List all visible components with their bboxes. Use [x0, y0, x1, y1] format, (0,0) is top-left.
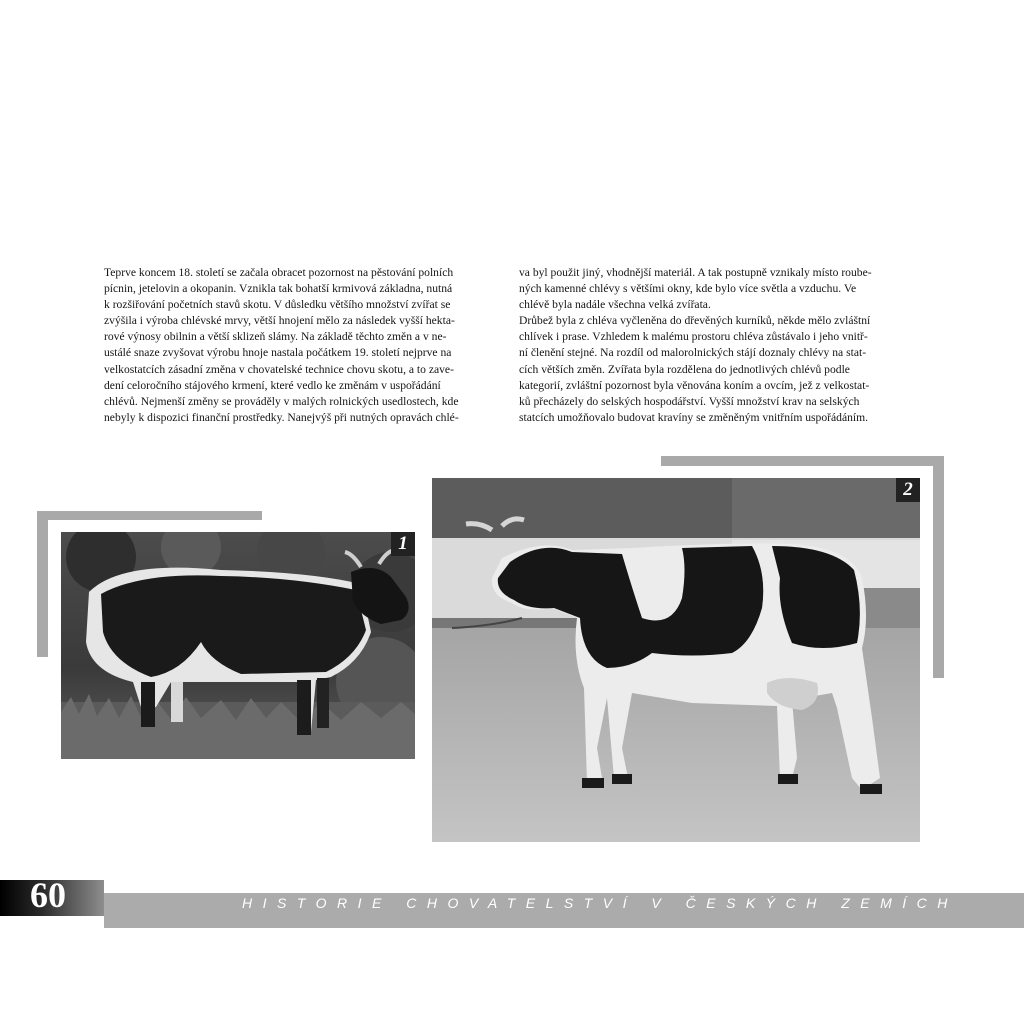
figure-1-photo: [61, 532, 415, 759]
text-line: cích větších změn. Zvířata byla rozdělena do jednotlivých chlévů podle: [519, 362, 850, 376]
cow-illustration-1: [61, 532, 415, 759]
text-line: nebyly k dispozici finanční prostředky. Nanejvýš při nutných opravách chlé-: [104, 410, 459, 424]
text-line: chlévě byla nadále všechna velká zvířata.: [519, 298, 711, 312]
text-line: pícnin, jetelovin a okopanin. Vznikla tak bohatší krmivová základna, nutná: [104, 282, 453, 296]
text-line: k rozšiřování početních stavů skotu. V důsledku většího množství zvířat se: [104, 298, 451, 312]
figure-number-badge: 1: [391, 532, 415, 556]
text-line: rové výnosy obilnin a větší sklizeň slámy. Na základě těchto změn a v ne-: [104, 330, 447, 344]
figure-2-photo: [432, 478, 920, 842]
text-line: va byl použit jiný, vhodnější materiál. A tak postupně vznikaly místo roube-: [519, 266, 872, 279]
figure-1-frame-top: [37, 511, 262, 520]
text-line: dení celoročního stájového krmení, které vedlo ke změnám v uspořádání: [104, 378, 441, 392]
text-line: Drůbež byla z chléva vyčleněna do dřevěných kurníků, někde mělo zvláštní: [519, 314, 871, 328]
figure-2-frame-top: [661, 456, 944, 466]
text-line: ků přecházely do selských hospodářství. Vyšší množství krav na selských: [519, 394, 860, 408]
figure-2-frame-right: [933, 456, 944, 678]
page-number: 60: [30, 875, 66, 915]
figure-1-frame-left: [37, 511, 48, 657]
text-column-left: [104, 265, 501, 426]
text-line: statcích umožňovalo budovat kravíny se změněným vnitřním uspořádáním.: [519, 410, 869, 424]
running-title: HISTORIE CHOVATELSTVÍ V ČESKÝCH ZEMÍCH: [242, 895, 958, 911]
text-column-right: [519, 265, 917, 426]
text-line: zvýšila i výroba chlévské mrvy, větší hnojení mělo za následek vyšší hekta-: [104, 314, 455, 328]
text-line: ní členění stejné. Na rozdíl od malorolnických stájí doznaly chlévy na stat-: [519, 346, 867, 360]
text-line: chlívek i prase. Vzhledem k malému prostoru chléva zůstávalo i jeho vnitř-: [519, 330, 868, 344]
text-line: velkostatcích zásadní změna v chovatelské technice chovu skotu, a to zave-: [104, 362, 454, 376]
text-line: Teprve koncem 18. století se začala obracet pozornost na pěstování polních: [104, 266, 454, 279]
figure-number-badge: 2: [896, 478, 920, 502]
text-line: ných kamenné chlévy s většími okny, kde bylo více světla a vzduchu. Ve: [519, 282, 857, 296]
text-line: chlévů. Nejmenší změny se prováděly v malých rolnických usedlostech, kde: [104, 394, 459, 408]
text-line: kategorií, zvláštní pozornost byla věnována koním a ovcím, jež z velkostat-: [519, 378, 870, 392]
text-line: ustálé snaze zvyšovat výrobu hnoje nastala počátkem 19. století nejprve na: [104, 346, 452, 360]
cow-illustration-2: [432, 478, 920, 842]
